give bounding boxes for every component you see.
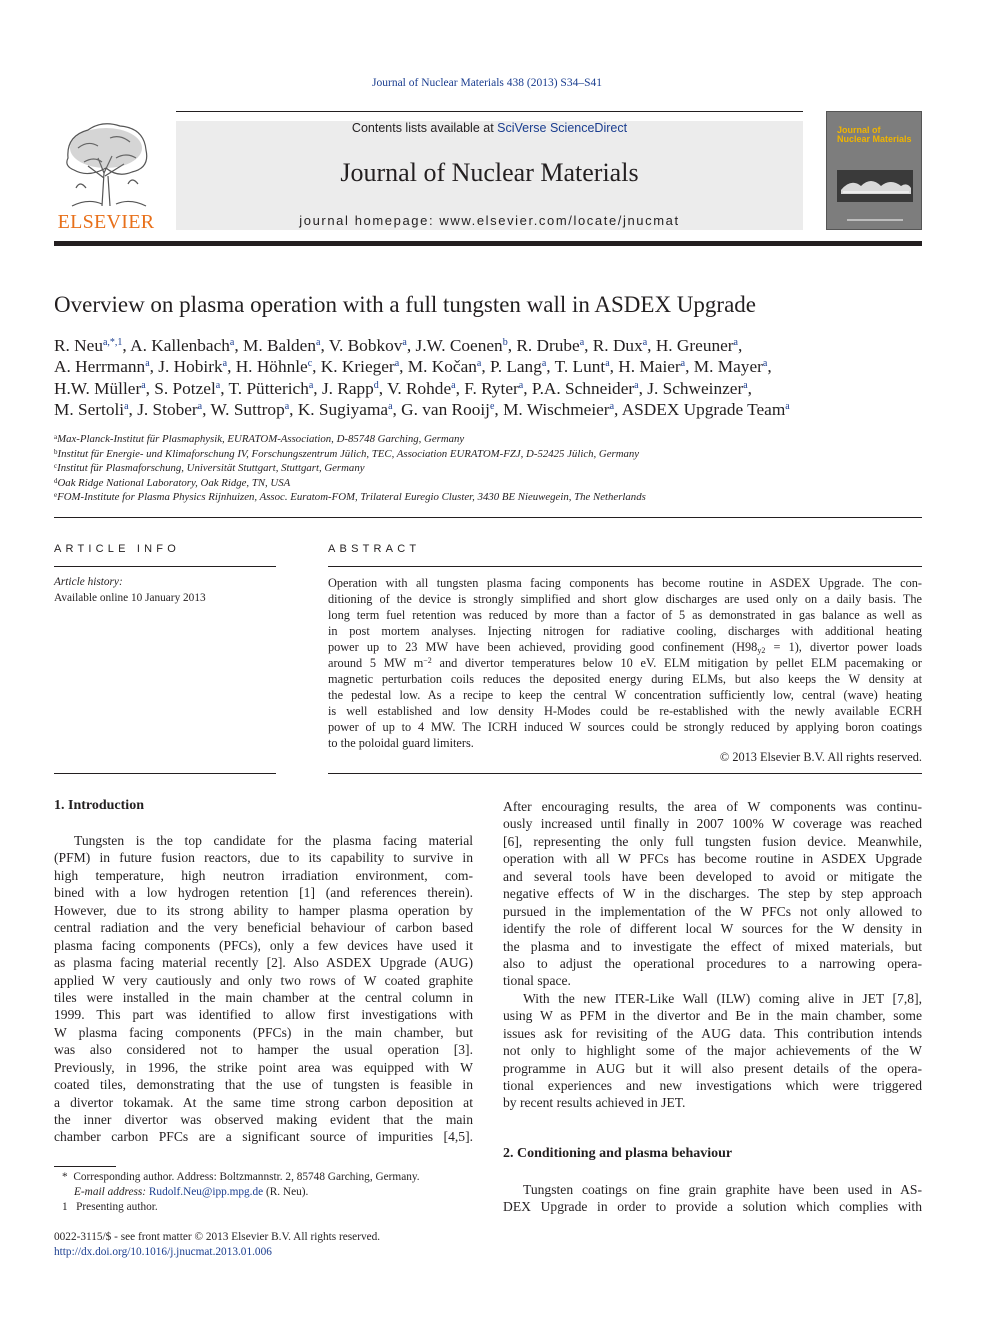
abstract-heading: ABSTRACT bbox=[328, 543, 421, 555]
abstract-line bbox=[328, 608, 922, 624]
body-text-line: issues ask for revisiting of the AUG data. This contribution intends bbox=[503, 1025, 922, 1041]
elsevier-tree-icon bbox=[58, 118, 154, 208]
affiliation-mark[interactable]: a bbox=[394, 358, 400, 370]
intro-left-column bbox=[54, 832, 473, 1146]
affiliation-mark[interactable]: a bbox=[229, 337, 235, 348]
body-text-line: [6], representing the only full tungsten fusion device. Meanwhile, bbox=[503, 833, 922, 849]
author-line bbox=[54, 378, 924, 399]
affiliation bbox=[54, 461, 924, 476]
body-text-line: tional experiences and new investigations which were triggered bbox=[503, 1078, 922, 1093]
abstract-text-run: the pedestal low. As a recipe to keep the central W concentration sufficiently low, central (wave) heating bbox=[328, 687, 922, 702]
author-name: , T. Pütterich bbox=[220, 378, 309, 398]
affiliation-mark[interactable]: a,*,1 bbox=[102, 337, 123, 348]
body-text-line: ously increased until finally in 2007 100% W coverage was reached bbox=[503, 816, 922, 832]
footnote-email bbox=[54, 1185, 420, 1200]
sciencedirect-link[interactable]: SciVerse ScienceDirect bbox=[497, 121, 628, 135]
affiliation-mark[interactable]: a bbox=[642, 337, 648, 348]
affiliation-mark[interactable]: a bbox=[215, 379, 221, 391]
affiliation-mark[interactable]: b bbox=[502, 337, 508, 348]
divider bbox=[54, 566, 276, 567]
doi-link[interactable]: http://dx.doi.org/10.1016/j.jnucmat.2013.01.006 bbox=[54, 1246, 272, 1258]
abstract-line bbox=[328, 688, 922, 704]
body-text-line: as plasma facing material recently [2]. Also ASDEX Upgrade (AUG) bbox=[54, 955, 473, 971]
affiliation-mark: d bbox=[54, 476, 58, 485]
elsevier-logo[interactable] bbox=[54, 118, 158, 232]
footnote-presenting bbox=[54, 1200, 420, 1215]
author-name: , K. Krieger bbox=[312, 357, 395, 377]
footnotes bbox=[54, 1170, 420, 1216]
article-title: Overview on plasma operation with a full tungsten wall in ASDEX Upgrade bbox=[54, 292, 756, 317]
abstract-text-run: around 5 MW m bbox=[328, 655, 424, 670]
body-text-line: tional space. bbox=[503, 973, 571, 989]
abstract-script: y2 bbox=[757, 645, 766, 655]
header-bottom-rule bbox=[54, 241, 922, 246]
body-text-line: After encouraging results, the area of W components was continu- bbox=[503, 799, 922, 814]
journal-title: Journal of Nuclear Materials bbox=[340, 158, 639, 187]
author-name: , J. Rapp bbox=[313, 378, 374, 398]
body-text-line: also to adjust the operational procedures to a narrowing opera- bbox=[503, 955, 922, 971]
affiliation-mark[interactable]: d bbox=[373, 379, 379, 391]
author-name: , R. Drube bbox=[507, 336, 580, 355]
affiliation bbox=[54, 447, 924, 462]
body-text-line: 1999. This part was identified to allow first investigations with bbox=[54, 1007, 473, 1023]
cover-strip bbox=[847, 219, 903, 221]
footnote-rule bbox=[54, 1166, 116, 1167]
cover-image bbox=[837, 170, 913, 202]
journal-citation[interactable]: Journal of Nuclear Materials 438 (2013) S34–S41 bbox=[372, 77, 602, 89]
abstract-line bbox=[328, 592, 922, 608]
author-name: , V. Rohde bbox=[378, 378, 452, 398]
body-text-line: central radiation and the very beneficial behaviour of carbon based bbox=[54, 920, 473, 936]
body-text-line: the plasma and to investigate the effect of mixed materials, but bbox=[503, 938, 922, 954]
abstract-text-run: in post mortem analyses. Injecting nitrogen for radiative cooling, discharges with additional heating bbox=[328, 623, 922, 638]
affiliation-mark[interactable]: a bbox=[124, 400, 129, 412]
footnote-mark: * bbox=[62, 1171, 68, 1183]
footnote-corresponding-text: Corresponding author. Address: Boltzmannstr. 2, 85748 Garching, Germany. bbox=[73, 1171, 420, 1183]
affiliation-mark[interactable]: a bbox=[743, 379, 748, 391]
affiliation-mark[interactable]: a bbox=[733, 337, 738, 348]
elsevier-wordmark: ELSEVIER bbox=[57, 211, 155, 233]
body-text-line: high temperature, high neutron irradiation environment, com- bbox=[54, 867, 473, 883]
divider bbox=[54, 773, 276, 774]
author-name: , K. Sugiyama bbox=[289, 399, 389, 419]
affiliation-mark[interactable]: a bbox=[785, 400, 790, 412]
journal-homepage[interactable]: journal homepage: www.elsevier.com/locate/jnucmat bbox=[299, 213, 680, 228]
author-name: , H. Greuner bbox=[647, 336, 734, 355]
header-top-rule bbox=[176, 111, 803, 112]
affiliation-mark[interactable]: a bbox=[402, 337, 407, 348]
contents-line bbox=[176, 121, 803, 135]
copyright: © 2013 Elsevier B.V. All rights reserved. bbox=[719, 750, 922, 764]
body-text-line: a divertor tokamak. At the same time strong carbon deposition at bbox=[54, 1094, 473, 1110]
body-text-line: negative effects of W in the discharges. The step by step approach bbox=[503, 886, 922, 902]
divider bbox=[328, 773, 922, 774]
affiliation-mark[interactable]: a bbox=[145, 358, 150, 370]
body-text-line: coated tiles, demonstrating that the use of tungsten is feasible in bbox=[54, 1077, 473, 1093]
article-history bbox=[54, 575, 206, 606]
author-name: , S. Potzel bbox=[145, 378, 216, 398]
footnote-corresponding bbox=[54, 1170, 420, 1185]
abstract-line bbox=[328, 704, 922, 720]
author-name: , bbox=[747, 378, 752, 398]
abstract-text-run: power up to 23 MW have been achieved, providing good confinement (H98 bbox=[328, 639, 758, 654]
abstract-text-run: power of up to 4 MW. The ICRH induced W sources could be strongly reduced by applying boron coatings bbox=[328, 719, 922, 734]
author-name: , F. Ryter bbox=[455, 378, 519, 398]
divider bbox=[328, 566, 922, 567]
author-line bbox=[54, 356, 924, 377]
author-name: , bbox=[767, 357, 772, 377]
affiliation-mark[interactable]: a bbox=[197, 400, 203, 412]
body-text-line: by recent results achieved in JET. bbox=[503, 1095, 686, 1111]
abstract-text-run: ditioning of the device is strongly simplified and short glow discharges are used only on a daily basis. The bbox=[328, 591, 922, 606]
body-text-line: bined with a low hydrogen retention [1] (and references therein). bbox=[54, 885, 473, 901]
contents-prefix: Contents lists available at bbox=[351, 121, 494, 135]
author-name: , P. Lang bbox=[481, 357, 542, 377]
intro-right-column bbox=[503, 798, 922, 1112]
affiliation-mark[interactable]: a bbox=[284, 400, 290, 412]
body-text-line: was also considered not to hamper the usual operation [3]. bbox=[54, 1042, 473, 1058]
available-online: Available online 10 January 2013 bbox=[54, 591, 206, 604]
abstract-text bbox=[328, 576, 922, 751]
affiliation-mark[interactable]: a bbox=[315, 337, 321, 348]
author-name: , T. Lunt bbox=[546, 357, 606, 377]
affiliation bbox=[54, 476, 924, 491]
affiliation-mark[interactable]: a bbox=[451, 379, 456, 391]
body-text-line: Tungsten is the top candidate for the plasma facing material bbox=[74, 833, 473, 848]
author-name: R. Neu bbox=[54, 336, 103, 355]
affiliation-mark[interactable]: a bbox=[141, 379, 146, 391]
body-text-line: (PFM) in future fusion reactors, due to its capability to survive in bbox=[54, 850, 473, 866]
author-name: , G. van Rooij bbox=[392, 399, 490, 419]
body-text-line: identify the role of different local W sources for the W density in bbox=[503, 921, 922, 937]
footnote-presenting-text: Presenting author. bbox=[76, 1201, 158, 1214]
affiliation-text: Institut für Energie- und Klimaforschung IV, Forschungszentrum Jülich, TEC, Association EURATOM-FZJ, D-52425 Jülich, Germany bbox=[57, 447, 640, 460]
abstract-text-run: = 1), divertor power loads bbox=[765, 639, 922, 654]
email-link[interactable]: Rudolf.Neu@ipp.mpg.de bbox=[148, 1186, 264, 1199]
author-name: , bbox=[738, 336, 743, 355]
body-text-line: the inner divertor was observed making evident that the main bbox=[54, 1112, 473, 1127]
section-heading-conditioning: 2. Conditioning and plasma behaviour bbox=[503, 1146, 733, 1161]
affiliation-mark[interactable]: a bbox=[762, 358, 768, 370]
abstract-text-run: Operation with all tungsten plasma facing components has become routine in ASDEX Upgrade. The con- bbox=[328, 576, 922, 590]
author-name: , M. Kočan bbox=[399, 357, 477, 377]
footnote-mark: 1 bbox=[62, 1201, 68, 1214]
author-list bbox=[54, 335, 924, 420]
email-suffix: (R. Neu). bbox=[265, 1186, 309, 1199]
author-line bbox=[54, 335, 924, 356]
author-name: , ASDEX Upgrade Team bbox=[614, 399, 786, 419]
author-name: , P.A. Schneider bbox=[523, 378, 635, 398]
affiliation-text: Institut für Plasmaforschung, Universität Stuttgart, Stuttgart, Germany bbox=[57, 462, 365, 474]
abstract-line bbox=[328, 656, 922, 672]
affiliation-text: Max-Planck-Institut für Plasmaphysik, EURATOM-Association, D-85748 Garching, Germany bbox=[57, 433, 465, 445]
cover-title-line2: Nuclear Materials bbox=[837, 134, 912, 144]
abstract-line bbox=[328, 640, 922, 656]
affiliation-mark: a bbox=[54, 433, 58, 441]
affiliation-text: FOM-Institute for Plasma Physics Rijnhuizen, Assoc. Euratom-FOM, Trilateral Euregio Cluster, 3430 BE Nieuwegein, The Netherlands bbox=[57, 491, 646, 503]
affiliation-mark[interactable]: e bbox=[489, 400, 495, 412]
author-name: , M. Mayer bbox=[685, 357, 763, 377]
body-text-line: tiles were installed in the main chamber at the central column in bbox=[54, 989, 473, 1005]
issn-doi-block bbox=[54, 1230, 380, 1260]
affiliation-mark[interactable]: a bbox=[680, 358, 686, 370]
body-text-line: plasma facing components (PFCs), only a few devices have used it bbox=[54, 937, 473, 953]
affiliation-mark[interactable]: a bbox=[579, 337, 585, 348]
body-text-line: programme in AUG but it will also present details of the opera- bbox=[503, 1060, 922, 1076]
affiliation-mark[interactable]: a bbox=[541, 358, 547, 370]
abstract-line bbox=[328, 576, 922, 592]
author-name: , V. Bobkov bbox=[320, 336, 403, 355]
body-text-line: operation with all W PFCs has become routine in ASDEX Upgrade bbox=[503, 851, 922, 867]
body-text-line: Previously, in 1996, the strike point area was equipped with W bbox=[54, 1059, 473, 1075]
affiliation-mark[interactable]: a bbox=[476, 358, 482, 370]
affiliation bbox=[54, 432, 924, 447]
journal-banner bbox=[176, 121, 803, 230]
affiliation bbox=[54, 490, 924, 505]
abstract-script: −2 bbox=[423, 655, 432, 665]
history-label: Article history: bbox=[54, 576, 123, 588]
abstract-line bbox=[328, 624, 922, 640]
affiliation-mark[interactable]: a bbox=[518, 379, 524, 391]
section2-column bbox=[503, 1181, 922, 1216]
cover-title-line1: Journal of bbox=[837, 125, 881, 135]
abstract-text-run: long term fuel retention was reduced by more than a factor of 5 as demonstrated in gas balance as well as bbox=[328, 607, 922, 622]
affiliation-mark[interactable]: a bbox=[605, 358, 610, 370]
affiliation-text: Oak Ridge National Laboratory, Oak Ridge, TN, USA bbox=[57, 476, 291, 489]
body-text-line: W plasma facing components (PFCs) in the main chamber, but bbox=[54, 1024, 473, 1040]
abstract-text-run: and divertor temperatures below 10 eV. ELM mitigation by pellet ELM pacemaking or bbox=[431, 655, 922, 670]
abstract-text-run: to the poloidal guard limiters. bbox=[328, 735, 474, 750]
article-info-heading: ARTICLE INFO bbox=[54, 543, 180, 555]
body-text-line: applied W very cautiously and only two rows of W coated graphite bbox=[54, 972, 473, 988]
body-text-line: using W as PFM in the divertor and Be in the main chamber, some bbox=[503, 1008, 922, 1024]
author-name: , H. Maier bbox=[609, 357, 681, 377]
author-name: , J.W. Coenen bbox=[406, 336, 503, 355]
email-label: E-mail address: bbox=[74, 1186, 147, 1199]
issn-line: 0022-3115/$ - see front matter © 2013 Elsevier B.V. All rights reserved. bbox=[54, 1231, 381, 1243]
author-name: M. Sertoli bbox=[54, 399, 125, 419]
author-name: , J. Stober bbox=[128, 399, 198, 419]
affiliation-mark: b bbox=[54, 447, 58, 456]
affiliation-mark[interactable]: a bbox=[388, 400, 393, 412]
affiliation-mark[interactable]: a bbox=[634, 379, 639, 391]
body-text-line: chamber carbon PFCs are a significant source of impurities [4,5]. bbox=[54, 1129, 473, 1145]
author-name: , R. Dux bbox=[584, 336, 643, 355]
affiliation-mark[interactable]: c bbox=[307, 358, 313, 370]
body-text-line: DEX Upgrade in order to provide a solution which complies with bbox=[503, 1199, 922, 1215]
author-name: A. Herrmann bbox=[54, 357, 146, 377]
author-name: , J. Hobirk bbox=[149, 357, 223, 377]
author-name: , J. Schweinzer bbox=[638, 378, 744, 398]
affiliation-mark[interactable]: a bbox=[308, 379, 314, 391]
body-text-line: However, due to its strong ability to hamper plasma operation by bbox=[54, 902, 473, 918]
affiliation-mark[interactable]: a bbox=[222, 358, 228, 370]
affiliation-mark: e bbox=[54, 491, 58, 499]
author-name: , A. Kallenbach bbox=[122, 336, 230, 355]
author-name: H.W. Müller bbox=[54, 378, 142, 398]
author-line bbox=[54, 399, 924, 420]
affiliation-mark: c bbox=[54, 462, 58, 470]
abstract-text-run: is well established and low density H-Modes could be re-established with the newly available ECRH bbox=[328, 703, 922, 718]
abstract-text-run: magnetic perturbation coils reduces the deposited energy during ELMs, but also keeps the W density at bbox=[328, 671, 922, 686]
author-name: , W. Suttrop bbox=[202, 399, 285, 419]
author-name: , M. Balden bbox=[234, 336, 316, 355]
cover-title bbox=[837, 126, 912, 144]
affiliations bbox=[54, 432, 924, 505]
abstract-line bbox=[328, 720, 922, 736]
body-text-line: and several tools have been developed to avoid or mitigate the bbox=[503, 868, 922, 884]
divider bbox=[54, 517, 922, 518]
body-text-line: Tungsten coatings on fine grain graphite have been used in AS- bbox=[523, 1182, 922, 1197]
author-name: , M. Wischmeier bbox=[494, 399, 610, 419]
affiliation-mark[interactable]: a bbox=[609, 400, 615, 412]
abstract-line bbox=[328, 672, 922, 688]
body-text-line: pursued in the implementation of the W PFCs not only allowed to bbox=[503, 903, 922, 919]
journal-cover-thumbnail[interactable] bbox=[826, 111, 922, 230]
body-text-line: not only to highlight some of the major achievements of the W bbox=[503, 1043, 922, 1059]
section-heading-introduction: 1. Introduction bbox=[54, 798, 144, 813]
body-text-line: With the new ITER-Like Wall (ILW) coming alive in JET [7,8], bbox=[523, 990, 922, 1006]
author-name: , H. Höhnle bbox=[227, 357, 308, 377]
